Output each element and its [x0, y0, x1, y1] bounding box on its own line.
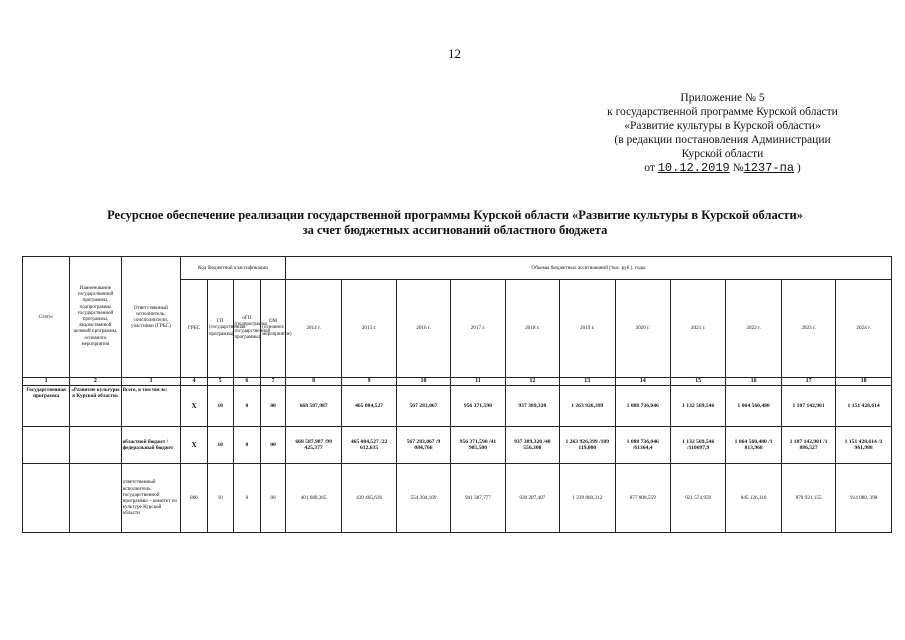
- header-year: 2016 г.: [396, 280, 450, 378]
- page-number: 12: [448, 46, 461, 61]
- header-year: 2023 г.: [781, 280, 835, 378]
- header-year: 2014 г.: [285, 280, 341, 378]
- row-executor: ответственный исполнитель государственной программы – комитет по культуре Курской области: [121, 464, 181, 533]
- row-grbs: Х: [181, 427, 208, 464]
- row-value: 465 084,527: [342, 386, 396, 427]
- column-number: 2: [70, 378, 121, 386]
- header-volumes: Объемы бюджетных ассигнований (тыс. руб.), годы: [285, 257, 891, 280]
- row-value: 401 689,365: [285, 464, 341, 533]
- header-gp: ГП (государственная программа): [207, 280, 233, 378]
- column-number: 15: [670, 378, 725, 386]
- column-number: 13: [560, 378, 615, 386]
- row-value: 1 263 926,399 /109 119,000: [560, 427, 615, 464]
- row-value: 1 151 428,614: [836, 386, 892, 427]
- title-line-1: Ресурсное обеспечение реализации государственной программы Курской области «Развитие культуры в Курской области»: [107, 208, 803, 222]
- row-value: 937 389,320: [505, 386, 559, 427]
- row-gp: 10: [207, 386, 233, 427]
- row-value: 937 389,320 /48 556,300: [505, 427, 559, 464]
- header-year: 2017 г.: [451, 280, 505, 378]
- number-label: №: [732, 162, 744, 174]
- column-number: 9: [342, 378, 396, 386]
- decree-number: 1237-па: [743, 161, 795, 175]
- appendix-date-line: [590, 161, 855, 175]
- row-value: 668 587,987: [285, 386, 341, 427]
- column-number: 5: [207, 378, 233, 386]
- row-value: 1 151 428,614 /1 961,988: [836, 427, 892, 464]
- appendix-line-3: «Развитие культуры в Курской области»: [624, 120, 821, 132]
- row-value: 1 088 736,046: [615, 386, 670, 427]
- row-value: 956 371,590 /41 905,500: [451, 427, 505, 464]
- appendix-line-1: Приложение № 5: [680, 92, 765, 104]
- row-value: 1 107 142,901 /1 886,527: [781, 427, 835, 464]
- row-value: 554 394,169: [396, 464, 450, 533]
- row-gp: 10: [207, 464, 233, 533]
- row-grbs: Х: [181, 386, 208, 427]
- row-status: [23, 427, 70, 464]
- row-value: 878 931,155: [781, 464, 835, 533]
- row-status: [23, 464, 70, 533]
- row-executor: областной бюджет /федеральный бюджет: [121, 427, 181, 464]
- row-value: 1 107 142,901: [781, 386, 835, 427]
- row-value: 956 371,590: [451, 386, 505, 427]
- column-number: 16: [726, 378, 781, 386]
- header-budget-code: Код бюджетной классификации: [181, 257, 286, 280]
- row-value: 567 283,067 /9 084,766: [396, 427, 450, 464]
- row-name: «Развитие культуры в Курской области»: [70, 386, 121, 427]
- row-value: 914 088, 398: [836, 464, 892, 533]
- row-pgp: 0: [233, 464, 261, 533]
- column-number: 18: [836, 378, 892, 386]
- row-om: 00: [261, 427, 286, 464]
- row-value: 1 239 860,312: [560, 464, 615, 533]
- header-pgp: пГП (подпрограмма государственной программы): [233, 280, 261, 378]
- title-line-2: за счет бюджетных ассигнований областного бюджета: [302, 223, 608, 237]
- from-label: от: [644, 162, 655, 174]
- header-year: 2024 г.: [836, 280, 892, 378]
- header-grbs: ГРБС: [181, 280, 208, 378]
- row-value: 465 084,527 /22 612,635: [342, 427, 396, 464]
- row-name: [70, 427, 121, 464]
- column-number: 12: [505, 378, 559, 386]
- column-number: 10: [396, 378, 450, 386]
- table-row: [23, 464, 892, 533]
- appendix-line-4: (в редакции постановления Администрации: [614, 134, 831, 146]
- appendix-line-2: к государственной программе Курской области: [607, 106, 838, 118]
- header-status: Статус: [23, 257, 70, 378]
- row-value: 920 207,407: [505, 464, 559, 533]
- row-name: [70, 464, 121, 533]
- column-number: 1: [23, 378, 70, 386]
- table-row: [23, 427, 892, 464]
- column-number: 7: [261, 378, 286, 386]
- header-year: 2022 г.: [726, 280, 781, 378]
- row-gp: 10: [207, 427, 233, 464]
- row-value: 1 088 736,046 /61364,4: [615, 427, 670, 464]
- row-value: 1 132 569,546 /110697,9: [670, 427, 725, 464]
- row-value: 1 132 569,546: [670, 386, 725, 427]
- header-year: 2021 г.: [670, 280, 725, 378]
- row-pgp: 0: [233, 427, 261, 464]
- column-number: 4: [181, 378, 208, 386]
- row-value: 668 587,987 /99 425,377: [285, 427, 341, 464]
- column-number: 17: [781, 378, 835, 386]
- column-number: 3: [121, 378, 181, 386]
- column-number: 14: [615, 378, 670, 386]
- document-title: [40, 208, 870, 238]
- row-value: 567 283,067: [396, 386, 450, 427]
- header-year: 2019 г.: [560, 280, 615, 378]
- resource-table: [22, 256, 892, 533]
- header-name: Наименование государственной программы, подпрограммы государственной программы, ведомственной целевой программы, основного мероприятия: [70, 257, 121, 378]
- column-number-row: [23, 378, 892, 386]
- row-value: 1 064 560,480: [726, 386, 781, 427]
- header-executor: Ответственный исполнитель, соисполнители, участники (ГРБС): [121, 257, 181, 378]
- row-om: 00: [261, 386, 286, 427]
- header-year: 2020 г.: [615, 280, 670, 378]
- row-value: 877 808,559: [615, 464, 670, 533]
- table-row: [23, 386, 892, 427]
- decree-date: 10.12.2019: [657, 161, 730, 175]
- row-value: 1 064 560,480 /1 813,968: [726, 427, 781, 464]
- row-grbs: 806: [181, 464, 208, 533]
- row-value: 1 263 926,399: [560, 386, 615, 427]
- column-number: 8: [285, 378, 341, 386]
- row-value: 845 126,110: [726, 464, 781, 533]
- row-om: 00: [261, 464, 286, 533]
- header-year: 2018 г.: [505, 280, 559, 378]
- row-value: 921 574,959: [670, 464, 725, 533]
- appendix-block: [590, 91, 855, 175]
- column-number: 11: [451, 378, 505, 386]
- row-pgp: 0: [233, 386, 261, 427]
- closing-paren: ): [796, 162, 801, 174]
- header-om: ОМ (основное мероприятие): [261, 280, 286, 378]
- column-number: 6: [233, 378, 261, 386]
- header-year: 2015 г.: [342, 280, 396, 378]
- row-value: 439 465,636: [342, 464, 396, 533]
- row-status: Государственная программа: [23, 386, 70, 427]
- row-executor: Всего, в том числе:: [121, 386, 181, 427]
- appendix-line-5: Курской области: [681, 148, 764, 160]
- row-value: 941 387,777: [451, 464, 505, 533]
